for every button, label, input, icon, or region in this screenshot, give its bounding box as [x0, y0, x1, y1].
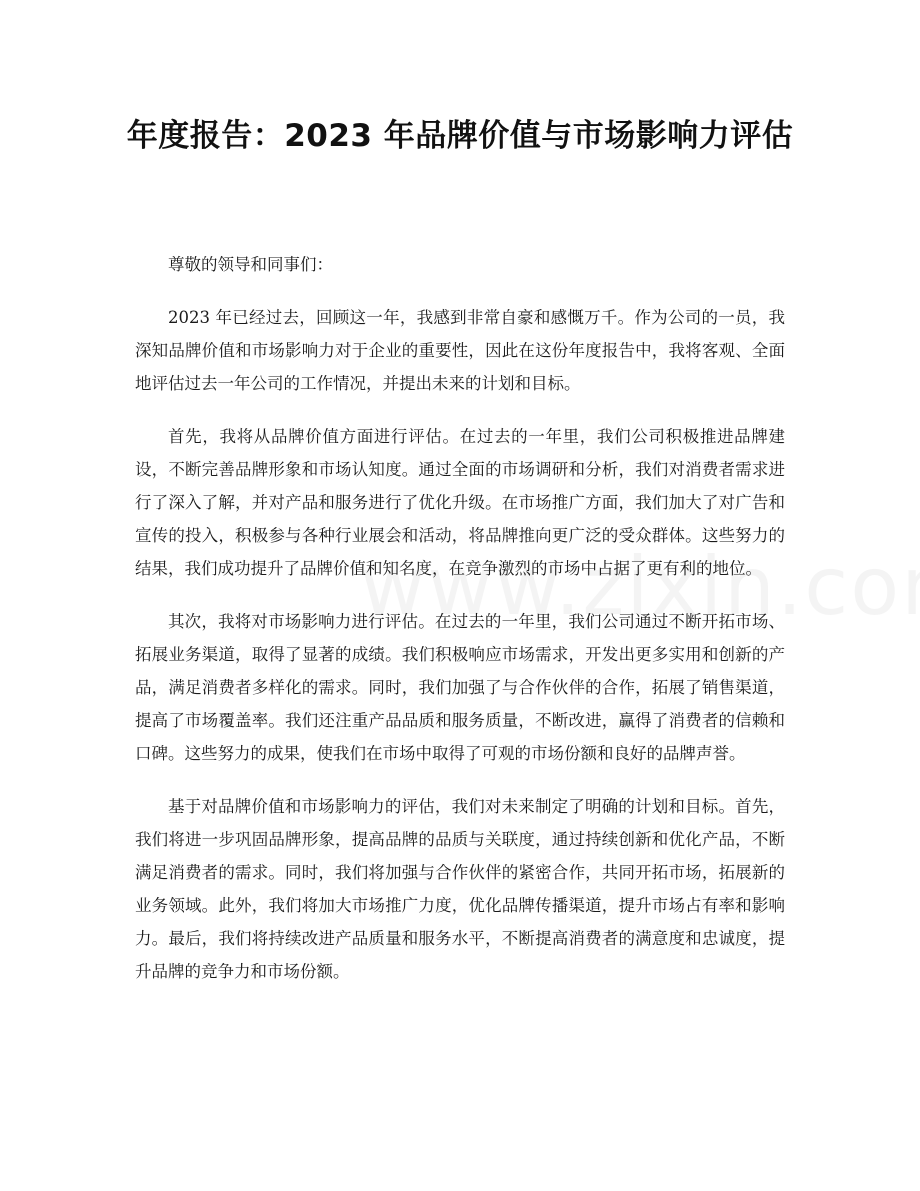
- document-title: 年度报告：2023 年品牌价值与市场影响力评估: [126, 118, 794, 154]
- paragraph-intro: 2023 年已经过去，回顾这一年，我感到非常自豪和感慨万千。作为公司的一员，我深知品牌价值和市场影响力对于企业的重要性，因此在这份年度报告中，我将客观、全面地评估过去一年公司的工作情况，并提出未来的计划和目标。: [135, 308, 785, 393]
- document-body: [135, 248, 785, 1008]
- greeting: 尊敬的领导和同事们：: [168, 255, 333, 274]
- paragraph-market-influence: 其次，我将对市场影响力进行评估。在过去的一年里，我们公司通过不断开拓市场、拓展业务渠道，取得了显著的成绩。我们积极响应市场需求，开发出更多实用和创新的产品，满足消费者多样化的需求。同时，我们加强了与合作伙伴的合作，拓展了销售渠道，提高了市场覆盖率。我们还注重产品品质和服务质量，不断改进，赢得了消费者的信赖和口碑。这些努力的成果，使我们在市场中取得了可观的市场份额和良好的品牌声誉。: [135, 612, 785, 763]
- paragraph-brand-value: 首先，我将从品牌价值方面进行评估。在过去的一年里，我们公司积极推进品牌建设，不断完善品牌形象和市场认知度。通过全面的市场调研和分析，我们对消费者需求进行了深入了解，并对产品和服务进行了优化升级。在市场推广方面，我们加大了对广告和宣传的投入，积极参与各种行业展会和活动，将品牌推向更广泛的受众群体。这些努力的结果，我们成功提升了品牌价值和知名度，在竞争激烈的市场中占据了更有利的地位。: [135, 427, 785, 578]
- paragraph-future-plan: 基于对品牌价值和市场影响力的评估，我们对未来制定了明确的计划和目标。首先，我们将进一步巩固品牌形象，提高品牌的品质与关联度，通过持续创新和优化产品，不断满足消费者的需求。同时，我们将加强与合作伙伴的紧密合作，共同开拓市场，拓展新的业务领域。此外，我们将加大市场推广力度，优化品牌传播渠道，提升市场占有率和影响力。最后，我们将持续改进产品质量和服务水平，不断提高消费者的满意度和忠诚度，提升品牌的竞争力和市场份额。: [135, 797, 785, 981]
